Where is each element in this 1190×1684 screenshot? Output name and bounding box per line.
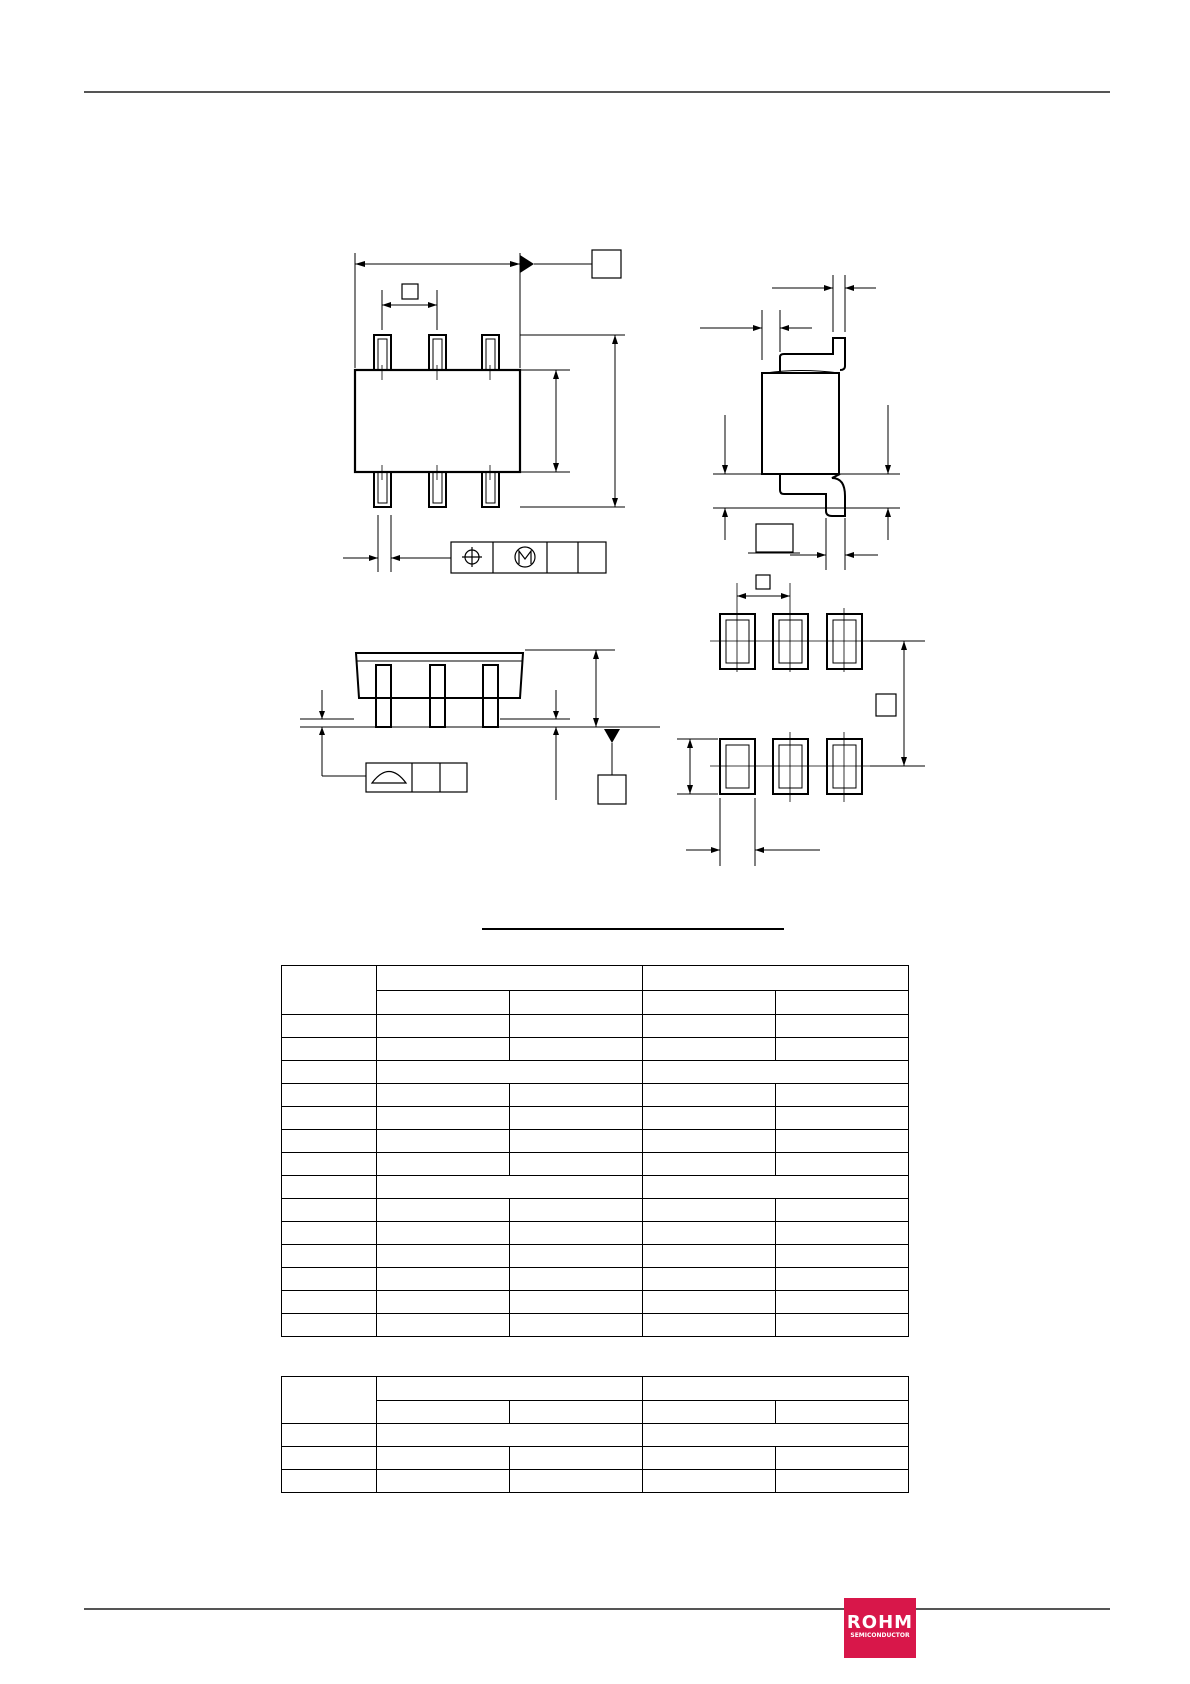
table-row (282, 1153, 909, 1176)
top-view-centerlines (382, 365, 490, 480)
side-view-lead-lower (780, 474, 845, 516)
seating-plane-datum-icon (604, 729, 620, 743)
table-row (282, 1038, 909, 1061)
top-view-leads-upper (374, 335, 499, 370)
profile-tolerance-frame (366, 763, 467, 792)
table-row (282, 1199, 909, 1222)
logo-brand: ROHM (846, 1612, 914, 1633)
side-view-lead-upper (780, 338, 845, 373)
rohm-logo (844, 1598, 916, 1658)
top-view-leads-lower (374, 472, 499, 507)
table-row (282, 1314, 909, 1337)
datum-triangle-icon (520, 255, 534, 273)
table-header-row (282, 1377, 909, 1401)
position-tolerance-frame (451, 542, 606, 573)
profile-surface-icon (372, 772, 406, 784)
side-view (700, 275, 900, 570)
bottom-rule (84, 1608, 1110, 1610)
dimensions-table (281, 965, 909, 1337)
side-view-label-box (756, 524, 793, 552)
table-row (282, 1061, 909, 1084)
table-row (282, 1222, 909, 1245)
land-pattern-view (677, 575, 925, 866)
table-row (282, 1245, 909, 1268)
section-heading-underline (482, 928, 784, 930)
mmc-modifier-icon (515, 547, 535, 567)
table-row (282, 1176, 909, 1199)
top-view-body (355, 370, 520, 472)
position-tolerance-icon (462, 547, 482, 567)
table-row (282, 1268, 909, 1291)
table-header-row (282, 966, 909, 991)
table-row (282, 1107, 909, 1130)
land-pattern-table (281, 1376, 909, 1493)
datum-box-bottom (598, 775, 626, 804)
datum-box-top (592, 250, 621, 278)
table-row (282, 1424, 909, 1447)
table-row (282, 1447, 909, 1470)
top-view (343, 250, 625, 573)
land-spacing-label-box (876, 694, 896, 716)
table-row (282, 1130, 909, 1153)
table-row (282, 1084, 909, 1107)
table-row (282, 1470, 909, 1493)
table-header-row (282, 990, 909, 1015)
table-row (282, 1291, 909, 1314)
side-view-body (762, 373, 839, 474)
table-header-row (282, 1400, 909, 1424)
front-view (300, 650, 660, 804)
pitch-label-box (402, 284, 418, 299)
table-row (282, 1015, 909, 1038)
logo-subtitle: SEMICONDUCTOR (850, 1632, 910, 1639)
land-pitch-label-box (756, 575, 770, 589)
